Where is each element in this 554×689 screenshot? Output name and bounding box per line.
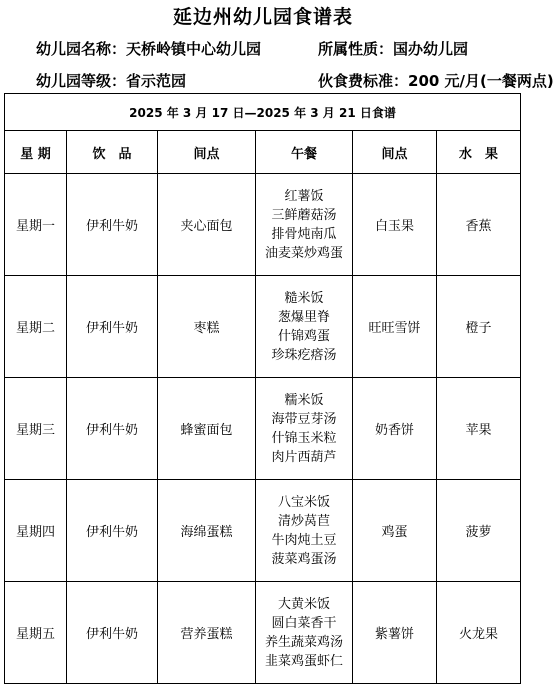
lunch-cell [256, 480, 353, 582]
lunch-item: 圆白菜香干 [271, 615, 337, 631]
header-row [5, 131, 521, 174]
fruit-cell: 香蕉 [437, 174, 521, 276]
drink-cell: 伊利牛奶 [67, 378, 158, 480]
lunch-cell [256, 276, 353, 378]
lunch-item: 肉片西葫芦 [271, 449, 337, 465]
lunch-cell [256, 582, 353, 684]
lunch-item: 糯米饭 [284, 392, 324, 408]
day-cell: 星期四 [5, 480, 67, 582]
lunch-item: 葱爆里脊 [277, 309, 330, 325]
fruit-cell: 火龙果 [437, 582, 521, 684]
snack-afternoon-cell: 紫薯饼 [353, 582, 437, 684]
info-row-2 [36, 70, 554, 91]
lunch-item: 三鲜蘑菇汤 [271, 207, 337, 223]
day-cell: 星期三 [5, 378, 67, 480]
lunch-item: 八宝米饭 [277, 494, 330, 510]
table-row [5, 480, 521, 582]
page-title: 延边州幼儿园食谱表 [172, 6, 353, 28]
table-row [5, 276, 521, 378]
table-row [5, 378, 521, 480]
snack-morning-cell: 蜂蜜面包 [158, 378, 256, 480]
drink-cell: 伊利牛奶 [67, 174, 158, 276]
info-row-1 [36, 38, 469, 59]
table-row [5, 582, 521, 684]
header-fruit: 水 果 [437, 131, 521, 174]
lunch-item: 韭菜鸡蛋虾仁 [264, 653, 343, 669]
lunch-item: 菠菜鸡蛋汤 [271, 551, 337, 567]
school-type: 所属性质：国办幼儿园 [318, 40, 469, 58]
lunch-item: 大黄米饭 [277, 596, 330, 612]
lunch-item: 排骨炖南瓜 [271, 226, 337, 242]
lunch-item: 清炒莴苣 [277, 513, 330, 529]
menu-table [4, 93, 521, 684]
lunch-cell [256, 174, 353, 276]
drink-cell: 伊利牛奶 [67, 276, 158, 378]
fruit-cell: 苹果 [437, 378, 521, 480]
header-lunch: 午餐 [256, 131, 353, 174]
snack-afternoon-cell: 旺旺雪饼 [353, 276, 437, 378]
snack-morning-cell: 营养蛋糕 [158, 582, 256, 684]
school-name: 幼儿园名称：天桥岭镇中心幼儿园 [36, 40, 262, 58]
lunch-item: 养生蔬菜鸡汤 [264, 634, 343, 650]
lunch-item: 糙米饭 [284, 290, 324, 306]
fruit-cell: 橙子 [437, 276, 521, 378]
lunch-item: 油麦菜炒鸡蛋 [264, 245, 343, 261]
snack-afternoon-cell: 奶香饼 [353, 378, 437, 480]
lunch-item: 珍珠疙瘩汤 [271, 347, 337, 363]
snack-afternoon-cell: 白玉果 [353, 174, 437, 276]
header-day: 星 期 [5, 131, 67, 174]
snack-morning-cell: 枣糕 [158, 276, 256, 378]
table-row [5, 174, 521, 276]
lunch-item: 海带豆芽汤 [271, 411, 337, 427]
snack-morning-cell: 夹心面包 [158, 174, 256, 276]
fruit-cell: 菠萝 [437, 480, 521, 582]
day-cell: 星期五 [5, 582, 67, 684]
snack-morning-cell: 海绵蛋糕 [158, 480, 256, 582]
header-snack-morning: 间点 [158, 131, 256, 174]
lunch-item: 什锦鸡蛋 [277, 328, 330, 344]
lunch-item: 牛肉炖土豆 [271, 532, 337, 548]
header-snack-afternoon: 间点 [353, 131, 437, 174]
day-cell: 星期一 [5, 174, 67, 276]
meal-fee: 伙食费标准：200 元/月(一餐两点) [318, 72, 554, 90]
lunch-cell [256, 378, 353, 480]
school-level: 幼儿园等级：省示范园 [36, 72, 187, 90]
header-drink: 饮 品 [67, 131, 158, 174]
lunch-item: 红薯饭 [284, 188, 324, 204]
snack-afternoon-cell: 鸡蛋 [353, 480, 437, 582]
lunch-item: 什锦玉米粒 [271, 430, 337, 446]
drink-cell: 伊利牛奶 [67, 480, 158, 582]
week-range: 2025 年 3 月 17 日—2025 年 3 月 21 日食谱 [5, 94, 521, 131]
day-cell: 星期二 [5, 276, 67, 378]
drink-cell: 伊利牛奶 [67, 582, 158, 684]
